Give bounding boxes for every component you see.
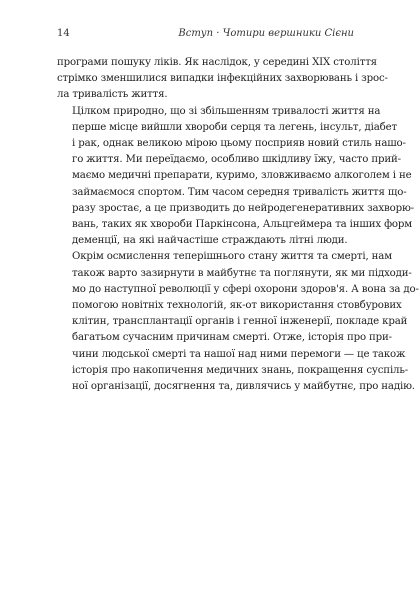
text-line: чини людської смерті та нашої над ними перемоги — це також [72,348,406,360]
text-line: Окрім осмислення теперішнього стану життя та смерті, нам [72,251,393,263]
text-line: і рак, однак великою мірою цьому посприяв новий стиль нашо- [72,138,406,150]
text-line: деменції, на які найчастіше страждають літні люди. [72,235,348,247]
text-line: разу зростає, а це призводить до нейродегенеративних захворю- [72,202,414,214]
text-line: мо до наступної революції у сфері охорони здоров'я. А вона за до- [72,283,419,295]
running-header: Вступ · Чотири вершники Сієни [178,28,354,39]
text-line: маємо медичні препарати, куримо, зловживаємо алкоголем і не [72,170,412,182]
page-number: 14 [57,28,70,39]
text-line: програми пошуку ліків. Як наслідок, у середині XIX століття [57,57,377,68]
paragraph-2 [57,104,414,250]
text-line: займаємося спортом. Тим часом середня тривалість життя що- [72,186,407,198]
text-line: перше місце вийшли хвороби серця та легень, інсульт, діабет [72,121,398,133]
text-line: історія про накопичення медичних знань, покращення суспіль- [72,364,409,376]
text-line: багатьом сучасним причинам смерті. Отже, історія про при- [72,332,392,344]
text-line: ла тривалість життя. [57,89,168,101]
text-line: також варто зазирнути в майбутнє та поглянути, як ми підходи- [72,267,412,279]
text-line: ної організації, досягнення та, дивлячись у майбутнє, про надію. [72,381,415,393]
paragraph-3 [57,249,419,395]
paragraph-1 [57,55,388,104]
text-line: помогою новітніх технологій, як-от використання стовбурових [72,300,402,312]
text-line: стрімко зменшилися випадки інфекційних захворювань і зрос- [57,73,388,85]
text-line: Цілком природно, що зі збільшенням тривалості життя на [72,105,381,117]
text-line: вань, таких як хвороби Паркінсона, Альцгеймера та інших форм [72,219,413,231]
text-line: клітин, трансплантації органів і генної інженерії, покладе край [72,316,408,328]
text-line: го життя. Ми переїдаємо, особливо шкідливу їжу, часто прий- [72,154,401,166]
body-text [57,55,419,395]
